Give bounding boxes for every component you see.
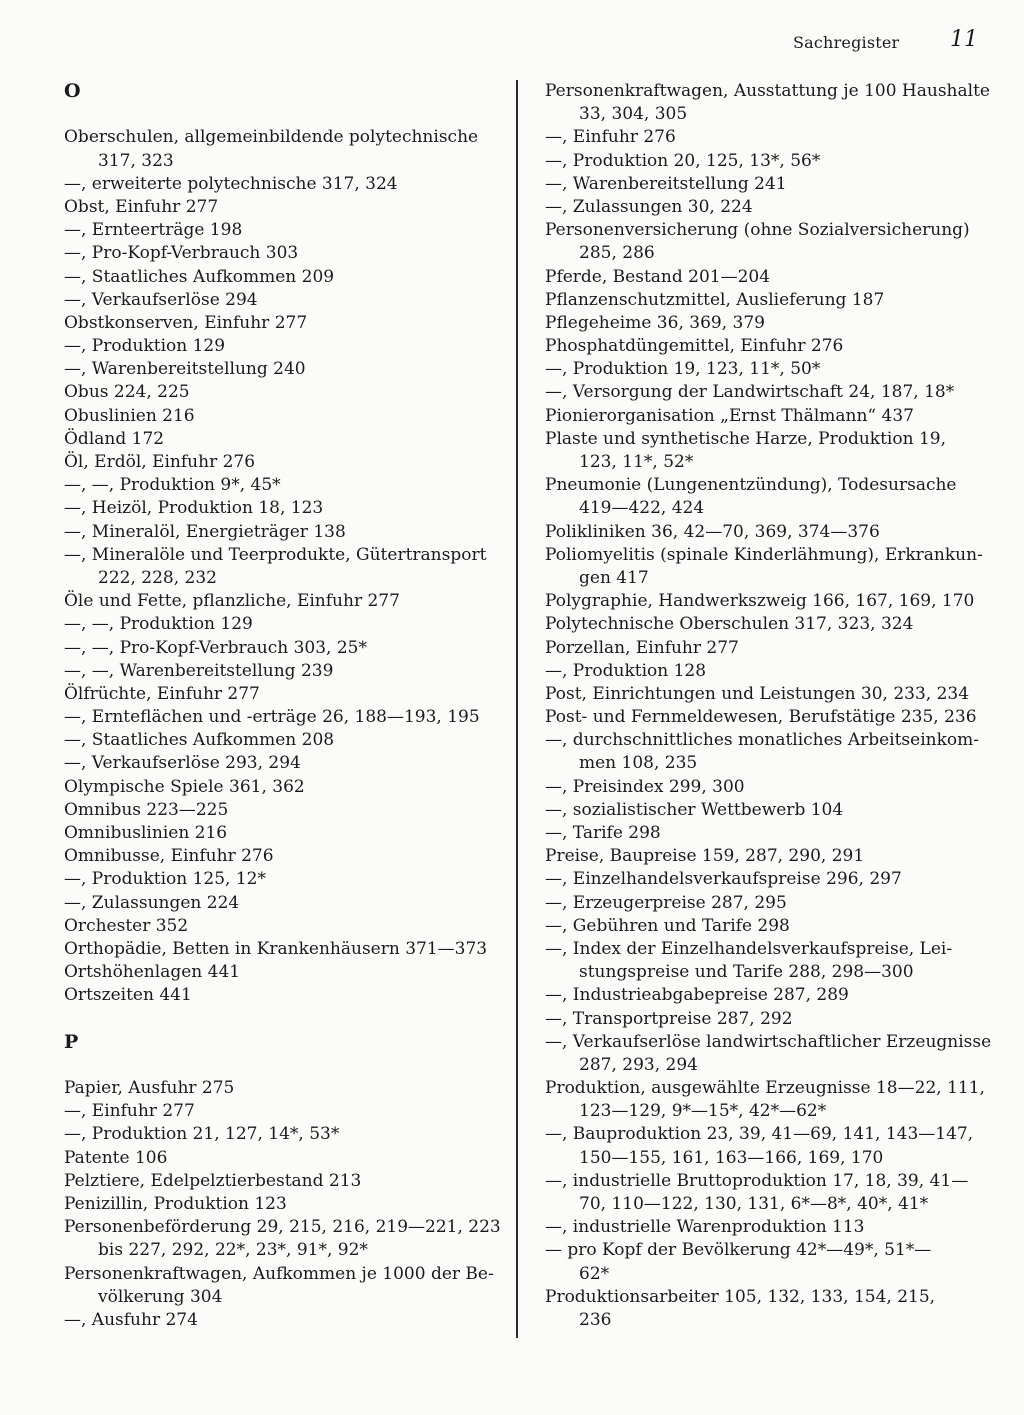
index-entry: Ortshöhenlagen 441 xyxy=(64,962,241,983)
index-entry: Obst, Einfuhr 277 xyxy=(64,196,219,217)
index-entry: —, Produktion 21, 127, 14*, 53* xyxy=(64,1124,340,1145)
index-entry: Pelztiere, Edelpelztierbestand 213 xyxy=(64,1170,362,1191)
index-entry: Poliomyelitis (spinale Kinderlähmung), Erkrankun- xyxy=(545,544,983,565)
index-entry: —, Ernteerträge 198 xyxy=(64,220,243,241)
index-entry: —, Produktion 19, 123, 11*, 50* xyxy=(545,359,821,380)
index-entry: —, Zulassungen 30, 224 xyxy=(545,196,753,217)
index-entry: Ölfrüchte, Einfuhr 277 xyxy=(64,683,260,704)
index-entry: Ödland 172 xyxy=(64,428,165,449)
index-entry: —, Index der Einzelhandelsverkaufspreise, Lei- xyxy=(545,938,953,959)
index-entry: —, Mineralöl, Energieträger 138 xyxy=(64,521,346,542)
index-entry: —, Versorgung der Landwirtschaft 24, 187, 18* xyxy=(545,382,955,403)
index-entry: Pferde, Bestand 201—204 xyxy=(545,266,771,287)
index-entry: Pflegeheime 36, 369, 379 xyxy=(545,312,765,333)
index-entry: —, Zulassungen 224 xyxy=(64,892,240,913)
index-entry: Omnibusse, Einfuhr 276 xyxy=(64,846,274,867)
index-entry: —, —, Produktion 9*, 45* xyxy=(64,475,281,496)
index-entry: Polygraphie, Handwerkszweig 166, 167, 169, 170 xyxy=(545,591,975,612)
index-entry-continuation: 419—422, 424 xyxy=(579,498,705,519)
index-entry: —, Ernteflächen und -erträge 26, 188—193, 195 xyxy=(64,707,480,728)
index-entry: —, Produktion 128 xyxy=(545,660,707,681)
index-entry: Obus 224, 225 xyxy=(64,382,190,403)
index-entry: —, durchschnittliches monatliches Arbeitseinkom- xyxy=(545,730,979,751)
index-entry: —, Produktion 20, 125, 13*, 56* xyxy=(545,150,821,171)
index-entry: —, Produktion 125, 12* xyxy=(64,869,266,890)
index-entry: —, Preisindex 299, 300 xyxy=(545,776,745,797)
index-entry: Obstkonserven, Einfuhr 277 xyxy=(64,312,308,333)
index-entry: —, Einfuhr 277 xyxy=(64,1101,195,1122)
index-column-right xyxy=(545,80,1005,1332)
index-entry: Produktionsarbeiter 105, 132, 133, 154, 215, xyxy=(545,1286,936,1307)
running-header-title: Sachregister xyxy=(793,33,900,52)
index-entry: —, Staatliches Aufkommen 208 xyxy=(64,730,335,751)
index-entry: Oberschulen, allgemeinbildende polytechnische xyxy=(64,127,479,148)
index-entry: —, Ausfuhr 274 xyxy=(64,1309,198,1330)
section-letter-heading: O xyxy=(64,80,81,102)
index-entry: Patente 106 xyxy=(64,1147,168,1168)
index-entry: —, Warenbereitstellung 240 xyxy=(64,359,306,380)
index-entry: —, Warenbereitstellung 241 xyxy=(545,173,787,194)
index-entry: —, Staatliches Aufkommen 209 xyxy=(64,266,335,287)
index-entry: Phosphatdüngemittel, Einfuhr 276 xyxy=(545,336,844,357)
index-entry: Post- und Fernmeldewesen, Berufstätige 235, 236 xyxy=(545,707,977,728)
index-entry: —, sozialistischer Wettbewerb 104 xyxy=(545,799,844,820)
section-spacer xyxy=(64,1054,504,1077)
index-entry: — pro Kopf der Bevölkerung 42*—49*, 51*— xyxy=(545,1240,932,1261)
index-entry-continuation: 123, 11*, 52* xyxy=(579,452,694,472)
index-entry: —, industrielle Bruttoproduktion 17, 18, 39, 41— xyxy=(545,1170,969,1191)
index-entry: Personenkraftwagen, Ausstattung je 100 Haushalte xyxy=(545,81,990,101)
index-entry: Porzellan, Einfuhr 277 xyxy=(545,637,739,658)
index-entry-continuation: 285, 286 xyxy=(579,243,655,264)
index-entry: Obuslinien 216 xyxy=(64,405,195,426)
index-entry: Omnibus 223—225 xyxy=(64,799,229,820)
index-entry-continuation: gen 417 xyxy=(579,567,649,588)
index-entry-continuation: 62* xyxy=(579,1263,610,1284)
index-entry-continuation: völkerung 304 xyxy=(98,1286,223,1307)
index-entry-continuation: men 108, 235 xyxy=(579,753,698,774)
index-column-left xyxy=(64,80,504,1332)
index-entry: Polytechnische Oberschulen 317, 323, 324 xyxy=(545,614,914,635)
index-entry: —, Verkaufserlöse 293, 294 xyxy=(64,753,301,774)
column-divider xyxy=(516,80,518,1338)
index-entry-continuation: 287, 293, 294 xyxy=(579,1054,698,1075)
index-entry: Öl, Erdöl, Einfuhr 276 xyxy=(64,452,256,472)
page-number: 11 xyxy=(950,27,978,52)
index-entry: Pionierorganisation „Ernst Thälmann“ 437 xyxy=(545,405,914,426)
index-entry: —, Verkaufserlöse landwirtschaftlicher Erzeugnisse xyxy=(545,1031,992,1052)
index-entry: —, Pro-Kopf-Verbrauch 303 xyxy=(64,243,299,264)
index-entry: —, Heizöl, Produktion 18, 123 xyxy=(64,498,324,519)
index-entry: Olympische Spiele 361, 362 xyxy=(64,776,305,797)
index-entry: Ortszeiten 441 xyxy=(64,985,192,1006)
index-entry: Produktion, ausgewählte Erzeugnisse 18—22, 111, xyxy=(545,1078,985,1099)
index-entry: Orchester 352 xyxy=(64,915,189,936)
index-entry: —, Mineralöle und Teerprodukte, Gütertransport xyxy=(64,544,487,565)
index-entry: Preise, Baupreise 159, 287, 290, 291 xyxy=(545,846,865,867)
index-entry: Post, Einrichtungen und Leistungen 30, 233, 234 xyxy=(545,683,970,704)
index-entry: —, erweiterte polytechnische 317, 324 xyxy=(64,173,398,194)
index-entry-continuation: 123—129, 9*—15*, 42*—62* xyxy=(579,1101,827,1122)
index-entry: —, Bauproduktion 23, 39, 41—69, 141, 143—147, xyxy=(545,1124,974,1145)
index-entry-continuation: 70, 110—122, 130, 131, 6*—8*, 40*, 41* xyxy=(579,1194,929,1214)
index-entry: Papier, Ausfuhr 275 xyxy=(64,1078,235,1099)
section-spacer xyxy=(64,1008,504,1031)
index-entry: Pneumonie (Lungenentzündung), Todesursache xyxy=(545,475,957,496)
index-entry-continuation: 222, 228, 232 xyxy=(98,567,217,588)
index-entry: Personenversicherung (ohne Sozialversicherung) xyxy=(545,220,970,241)
index-entry: Öle und Fette, pflanzliche, Einfuhr 277 xyxy=(64,591,400,612)
index-entry: —, Einfuhr 276 xyxy=(545,127,676,148)
index-entry-continuation: stungspreise und Tarife 288, 298—300 xyxy=(579,962,914,983)
index-entry: —, Transportpreise 287, 292 xyxy=(545,1008,793,1029)
index-entry: Pflanzenschutzmittel, Auslieferung 187 xyxy=(545,289,885,310)
index-entry: Personenkraftwagen, Aufkommen je 1000 der Be- xyxy=(64,1263,494,1284)
index-entry: Personenbeförderung 29, 215, 216, 219—221, 223 xyxy=(64,1217,501,1238)
index-entry: —, Gebühren und Tarife 298 xyxy=(545,915,790,936)
index-entry: —, Verkaufserlöse 294 xyxy=(64,289,258,310)
index-entry: —, —, Warenbereitstellung 239 xyxy=(64,660,334,681)
index-entry: —, industrielle Warenproduktion 113 xyxy=(545,1217,865,1238)
index-entry: Penizillin, Produktion 123 xyxy=(64,1194,287,1214)
index-entry-continuation: 236 xyxy=(579,1309,612,1330)
index-entry: —, —, Pro-Kopf-Verbrauch 303, 25* xyxy=(64,637,367,658)
section-spacer xyxy=(64,103,504,126)
index-entry: —, Erzeugerpreise 287, 295 xyxy=(545,892,787,913)
index-entry: Orthopädie, Betten in Krankenhäusern 371—373 xyxy=(64,938,488,959)
index-entry: —, Einzelhandelsverkaufspreise 296, 297 xyxy=(545,869,902,890)
index-entry: Polikliniken 36, 42—70, 369, 374—376 xyxy=(545,521,880,542)
index-entry: Omnibuslinien 216 xyxy=(64,823,228,843)
index-entry: —, Tarife 298 xyxy=(545,823,661,843)
section-letter-heading: P xyxy=(64,1030,79,1053)
index-entry-continuation: 150—155, 161, 163—166, 169, 170 xyxy=(579,1147,884,1168)
index-entry: Plaste und synthetische Harze, Produktion 19, xyxy=(545,428,946,449)
index-entry: —, —, Produktion 129 xyxy=(64,614,253,635)
index-entry: —, Industrieabgabepreise 287, 289 xyxy=(545,985,849,1006)
index-entry-continuation: 317, 323 xyxy=(98,150,174,171)
index-entry-continuation: 33, 304, 305 xyxy=(579,104,688,125)
index-entry: —, Produktion 129 xyxy=(64,336,226,357)
index-entry-continuation: bis 227, 292, 22*, 23*, 91*, 92* xyxy=(98,1240,368,1261)
